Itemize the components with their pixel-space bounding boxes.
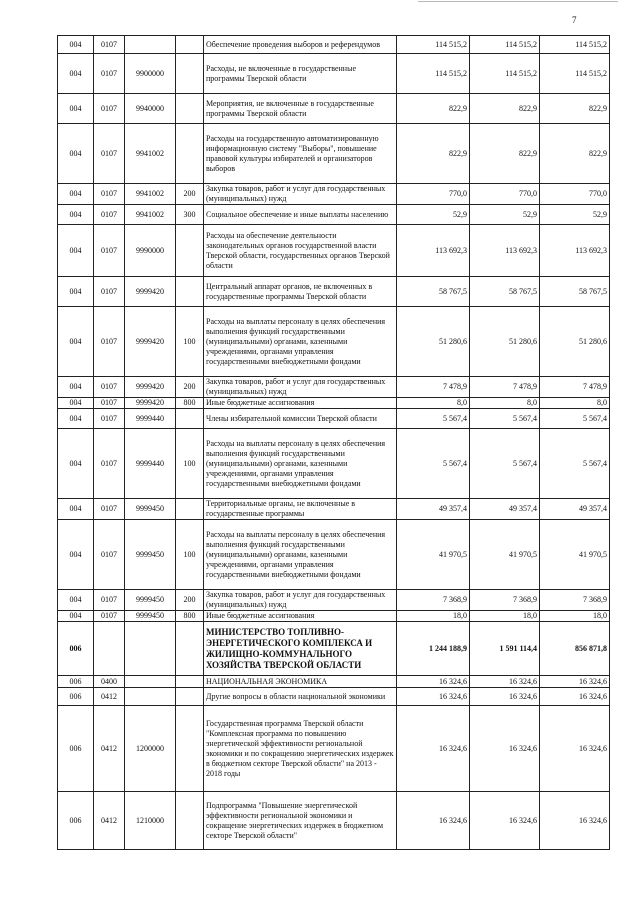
table-row xyxy=(58,94,610,124)
expense-type-cell xyxy=(176,225,204,277)
amount-cell-1: 770,0 xyxy=(397,184,470,205)
expense-type-cell: 200 xyxy=(176,590,204,611)
description-cell: Обеспечение проведения выборов и референдумов xyxy=(204,36,397,54)
description-cell: НАЦИОНАЛЬНАЯ ЭКОНОМИКА xyxy=(204,676,397,688)
admin-code-cell: 006 xyxy=(58,792,94,850)
section-code-cell: 0400 xyxy=(94,676,125,688)
section-code-cell: 0107 xyxy=(94,124,125,184)
expense-type-cell xyxy=(176,499,204,520)
amount-cell-3: 49 357,4 xyxy=(540,499,610,520)
table-row xyxy=(58,622,610,676)
amount-cell-1: 5 567,4 xyxy=(397,409,470,429)
amount-cell-2: 49 357,4 xyxy=(470,499,540,520)
admin-code-cell: 004 xyxy=(58,429,94,499)
description-cell: Члены избирательной комиссии Тверской области xyxy=(204,409,397,429)
table-row xyxy=(58,54,610,94)
expense-type-cell xyxy=(176,54,204,94)
description-cell: Расходы, не включенные в государственные программы Тверской области xyxy=(204,54,397,94)
amount-cell-1: 51 280,6 xyxy=(397,307,470,377)
amount-cell-3: 58 767,5 xyxy=(540,277,610,307)
target-code-cell xyxy=(125,688,176,706)
target-code-cell: 9990000 xyxy=(125,225,176,277)
table-row xyxy=(58,676,610,688)
description-cell: Другие вопросы в области национальной экономики xyxy=(204,688,397,706)
admin-code-cell: 004 xyxy=(58,54,94,94)
description-cell: Расходы на государственную автоматизированную информационную систему "Выборы", повышение правовой культуры избирателей и организаторов выборов xyxy=(204,124,397,184)
amount-cell-1: 7 478,9 xyxy=(397,377,470,398)
amount-cell-2: 52,9 xyxy=(470,205,540,225)
admin-code-cell: 004 xyxy=(58,225,94,277)
target-code-cell xyxy=(125,36,176,54)
amount-cell-1: 113 692,3 xyxy=(397,225,470,277)
target-code-cell xyxy=(125,622,176,676)
amount-cell-1: 16 324,6 xyxy=(397,706,470,792)
amount-cell-3: 41 970,5 xyxy=(540,520,610,590)
section-code-cell: 0107 xyxy=(94,225,125,277)
target-code-cell: 1200000 xyxy=(125,706,176,792)
table-row xyxy=(58,792,610,850)
amount-cell-2: 7 478,9 xyxy=(470,377,540,398)
target-code-cell: 9900000 xyxy=(125,54,176,94)
admin-code-cell: 004 xyxy=(58,205,94,225)
table-row xyxy=(58,124,610,184)
description-cell: Закупка товаров, работ и услуг для государственных (муниципальных) нужд xyxy=(204,184,397,205)
amount-cell-2: 770,0 xyxy=(470,184,540,205)
expense-type-cell xyxy=(176,676,204,688)
target-code-cell: 9999450 xyxy=(125,499,176,520)
table-row xyxy=(58,499,610,520)
table-row xyxy=(58,307,610,377)
target-code-cell: 9941002 xyxy=(125,184,176,205)
top-edge-line xyxy=(418,1,618,4)
section-code-cell: 0412 xyxy=(94,706,125,792)
admin-code-cell: 004 xyxy=(58,409,94,429)
target-code-cell: 9999420 xyxy=(125,307,176,377)
amount-cell-3: 114 515,2 xyxy=(540,54,610,94)
expense-type-cell: 100 xyxy=(176,520,204,590)
target-code-cell: 9999420 xyxy=(125,377,176,398)
expense-type-cell xyxy=(176,409,204,429)
amount-cell-3: 5 567,4 xyxy=(540,429,610,499)
table-row xyxy=(58,520,610,590)
section-code-cell xyxy=(94,622,125,676)
admin-code-cell: 004 xyxy=(58,590,94,611)
target-code-cell: 9999420 xyxy=(125,398,176,409)
target-code-cell: 1210000 xyxy=(125,792,176,850)
expense-type-cell xyxy=(176,36,204,54)
amount-cell-2: 822,9 xyxy=(470,94,540,124)
target-code-cell: 9941002 xyxy=(125,205,176,225)
description-cell: Расходы на обеспечение деятельности законодательных органов государственной власти Тверской области, государственных органов Тверской области xyxy=(204,225,397,277)
description-cell: Расходы на выплаты персоналу в целях обеспечения выполнения функций государственными (муниципальными) органами, казенными учреждениями, органами управления государственными внебюджетными фондами xyxy=(204,429,397,499)
admin-code-cell: 004 xyxy=(58,36,94,54)
admin-code-cell: 006 xyxy=(58,688,94,706)
amount-cell-3: 5 567,4 xyxy=(540,409,610,429)
expense-type-cell: 800 xyxy=(176,611,204,622)
amount-cell-2: 5 567,4 xyxy=(470,409,540,429)
amount-cell-3: 52,9 xyxy=(540,205,610,225)
table-row xyxy=(58,706,610,792)
expense-type-cell xyxy=(176,688,204,706)
amount-cell-2: 8,0 xyxy=(470,398,540,409)
amount-cell-3: 856 871,8 xyxy=(540,622,610,676)
expense-type-cell xyxy=(176,94,204,124)
expense-type-cell xyxy=(176,706,204,792)
section-code-cell: 0107 xyxy=(94,590,125,611)
expense-type-cell: 200 xyxy=(176,377,204,398)
amount-cell-3: 7 478,9 xyxy=(540,377,610,398)
section-code-cell: 0107 xyxy=(94,611,125,622)
page-number: 7 xyxy=(572,15,577,25)
section-code-cell: 0107 xyxy=(94,205,125,225)
amount-cell-3: 16 324,6 xyxy=(540,706,610,792)
admin-code-cell: 004 xyxy=(58,184,94,205)
amount-cell-3: 822,9 xyxy=(540,94,610,124)
admin-code-cell: 004 xyxy=(58,520,94,590)
amount-cell-1: 114 515,2 xyxy=(397,36,470,54)
target-code-cell xyxy=(125,676,176,688)
amount-cell-1: 16 324,6 xyxy=(397,676,470,688)
amount-cell-2: 51 280,6 xyxy=(470,307,540,377)
amount-cell-2: 18,0 xyxy=(470,611,540,622)
description-cell: Центральный аппарат органов, не включенных в государственные программы Тверской области xyxy=(204,277,397,307)
amount-cell-3: 7 368,9 xyxy=(540,590,610,611)
target-code-cell: 9999450 xyxy=(125,520,176,590)
amount-cell-3: 113 692,3 xyxy=(540,225,610,277)
amount-cell-1: 41 970,5 xyxy=(397,520,470,590)
description-cell: Иные бюджетные ассигнования xyxy=(204,611,397,622)
section-code-cell: 0107 xyxy=(94,409,125,429)
amount-cell-1: 8,0 xyxy=(397,398,470,409)
description-cell: Подпрограмма "Повышение энергетической эффективности региональной экономики и сокращение энергетических издержек в бюджетном секторе Тверской области" xyxy=(204,792,397,850)
amount-cell-2: 822,9 xyxy=(470,124,540,184)
admin-code-cell: 004 xyxy=(58,307,94,377)
amount-cell-1: 822,9 xyxy=(397,124,470,184)
amount-cell-2: 58 767,5 xyxy=(470,277,540,307)
description-cell: Расходы на выплаты персоналу в целях обеспечения выполнения функций государственными (муниципальными) органами, казенными учреждениями, органами управления государственными внебюджетными фондами xyxy=(204,307,397,377)
amount-cell-3: 770,0 xyxy=(540,184,610,205)
amount-cell-3: 16 324,6 xyxy=(540,688,610,706)
admin-code-cell: 004 xyxy=(58,499,94,520)
amount-cell-1: 16 324,6 xyxy=(397,792,470,850)
admin-code-cell: 004 xyxy=(58,124,94,184)
amount-cell-1: 7 368,9 xyxy=(397,590,470,611)
amount-cell-2: 5 567,4 xyxy=(470,429,540,499)
section-code-cell: 0412 xyxy=(94,688,125,706)
amount-cell-3: 18,0 xyxy=(540,611,610,622)
amount-cell-1: 5 567,4 xyxy=(397,429,470,499)
table-row xyxy=(58,36,610,54)
section-code-cell: 0107 xyxy=(94,277,125,307)
description-cell: Мероприятия, не включенные в государственные программы Тверской области xyxy=(204,94,397,124)
section-code-cell: 0412 xyxy=(94,792,125,850)
expense-type-cell xyxy=(176,124,204,184)
amount-cell-2: 41 970,5 xyxy=(470,520,540,590)
amount-cell-2: 16 324,6 xyxy=(470,706,540,792)
table-row xyxy=(58,205,610,225)
table-row xyxy=(58,429,610,499)
amount-cell-1: 16 324,6 xyxy=(397,688,470,706)
budget-table xyxy=(57,35,610,850)
target-code-cell: 9999440 xyxy=(125,429,176,499)
admin-code-cell: 004 xyxy=(58,377,94,398)
amount-cell-3: 51 280,6 xyxy=(540,307,610,377)
expense-type-cell xyxy=(176,277,204,307)
amount-cell-1: 52,9 xyxy=(397,205,470,225)
expense-type-cell: 300 xyxy=(176,205,204,225)
table-row xyxy=(58,409,610,429)
table-row xyxy=(58,377,610,398)
section-code-cell: 0107 xyxy=(94,307,125,377)
section-code-cell: 0107 xyxy=(94,398,125,409)
description-cell: Расходы на выплаты персоналу в целях обеспечения выполнения функций государственными (муниципальными) органами, казенными учреждениями, органами управления государственными внебюджетными фондами xyxy=(204,520,397,590)
admin-code-cell: 004 xyxy=(58,611,94,622)
expense-type-cell: 200 xyxy=(176,184,204,205)
amount-cell-3: 16 324,6 xyxy=(540,792,610,850)
amount-cell-3: 8,0 xyxy=(540,398,610,409)
target-code-cell: 9999420 xyxy=(125,277,176,307)
section-code-cell: 0107 xyxy=(94,36,125,54)
amount-cell-3: 16 324,6 xyxy=(540,676,610,688)
section-code-cell: 0107 xyxy=(94,184,125,205)
section-code-cell: 0107 xyxy=(94,94,125,124)
target-code-cell: 9941002 xyxy=(125,124,176,184)
amount-cell-1: 114 515,2 xyxy=(397,54,470,94)
table-row xyxy=(58,277,610,307)
expense-type-cell xyxy=(176,622,204,676)
description-cell: Государственная программа Тверской области "Комплексная программа по повышению энергетической эффективности региональной экономики и по сокращению энергетических издержек в бюджетном секторе Тверской области" на 2013 - 2018 годы xyxy=(204,706,397,792)
table-row xyxy=(58,398,610,409)
amount-cell-1: 1 244 188,9 xyxy=(397,622,470,676)
amount-cell-1: 49 357,4 xyxy=(397,499,470,520)
admin-code-cell: 004 xyxy=(58,398,94,409)
amount-cell-1: 822,9 xyxy=(397,94,470,124)
table-row xyxy=(58,184,610,205)
amount-cell-3: 822,9 xyxy=(540,124,610,184)
description-cell: Социальное обеспечение и иные выплаты населению xyxy=(204,205,397,225)
expense-type-cell xyxy=(176,792,204,850)
description-cell: Иные бюджетные ассигнования xyxy=(204,398,397,409)
admin-code-cell: 004 xyxy=(58,94,94,124)
amount-cell-2: 1 591 114,4 xyxy=(470,622,540,676)
amount-cell-3: 114 515,2 xyxy=(540,36,610,54)
table-row xyxy=(58,611,610,622)
target-code-cell: 9999450 xyxy=(125,590,176,611)
section-code-cell: 0107 xyxy=(94,520,125,590)
admin-code-cell: 006 xyxy=(58,622,94,676)
admin-code-cell: 004 xyxy=(58,277,94,307)
expense-type-cell: 100 xyxy=(176,307,204,377)
table-row xyxy=(58,225,610,277)
target-code-cell: 9999440 xyxy=(125,409,176,429)
description-cell: МИНИСТЕРСТВО ТОПЛИВНО-ЭНЕРГЕТИЧЕСКОГО КОМПЛЕКСА И ЖИЛИЩНО-КОММУНАЛЬНОГО ХОЗЯЙСТВА ТВЕРСКОЙ ОБЛАСТИ xyxy=(204,622,397,676)
table-row xyxy=(58,590,610,611)
amount-cell-1: 58 767,5 xyxy=(397,277,470,307)
amount-cell-2: 16 324,6 xyxy=(470,676,540,688)
section-code-cell: 0107 xyxy=(94,499,125,520)
amount-cell-2: 16 324,6 xyxy=(470,792,540,850)
amount-cell-2: 7 368,9 xyxy=(470,590,540,611)
expense-type-cell: 800 xyxy=(176,398,204,409)
section-code-cell: 0107 xyxy=(94,54,125,94)
amount-cell-2: 114 515,2 xyxy=(470,54,540,94)
section-code-cell: 0107 xyxy=(94,377,125,398)
description-cell: Территориальные органы, не включенные в государственные программы xyxy=(204,499,397,520)
admin-code-cell: 006 xyxy=(58,706,94,792)
amount-cell-2: 113 692,3 xyxy=(470,225,540,277)
amount-cell-1: 18,0 xyxy=(397,611,470,622)
target-code-cell: 9940000 xyxy=(125,94,176,124)
target-code-cell: 9999450 xyxy=(125,611,176,622)
table-row xyxy=(58,688,610,706)
admin-code-cell: 006 xyxy=(58,676,94,688)
amount-cell-2: 16 324,6 xyxy=(470,688,540,706)
description-cell: Закупка товаров, работ и услуг для государственных (муниципальных) нужд xyxy=(204,377,397,398)
expense-type-cell: 100 xyxy=(176,429,204,499)
section-code-cell: 0107 xyxy=(94,429,125,499)
description-cell: Закупка товаров, работ и услуг для государственных (муниципальных) нужд xyxy=(204,590,397,611)
amount-cell-2: 114 515,2 xyxy=(470,36,540,54)
